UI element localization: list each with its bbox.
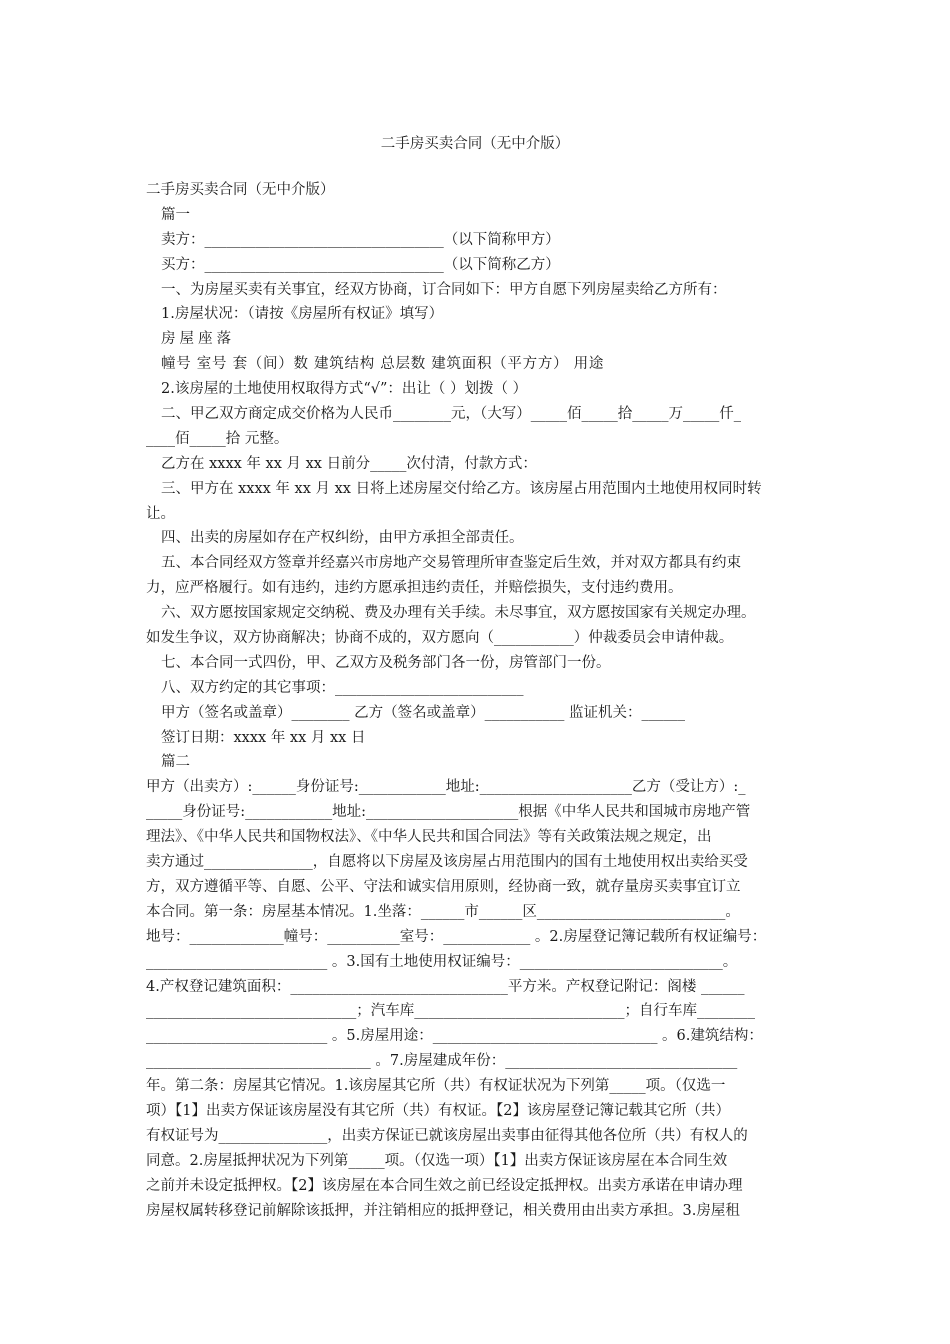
body-line: 让。 bbox=[146, 505, 175, 522]
body-line: 六、双方愿按国家规定交纳税、费及办理有关手续。未尽事宜，双方愿按国家有关规定办理。 bbox=[161, 605, 756, 622]
body-line: 乙方在 xxxx 年 xx 月 xx 日前分_____次付清，付款方式： bbox=[161, 455, 537, 472]
body-line: 七、本合同一式四份，甲、乙双方及税务部门各一份，房管部门一份。 bbox=[161, 654, 611, 671]
body-line: 二、甲乙双方商定成交价格为人民币________元，（大写）_____佰_____拾_____万_____仟_ bbox=[161, 406, 741, 423]
body-line: 八、双方约定的其它事项：__________________________ bbox=[161, 679, 524, 696]
document-title: 二手房买卖合同（无中介版） bbox=[380, 136, 570, 152]
body-line: 篇一 bbox=[161, 206, 190, 223]
body-line: 方，双方遵循平等、自愿、公平、守法和诚实信用原则，经协商一致，就存量房买卖事宜订立 bbox=[146, 878, 741, 895]
body-line: _____________________________；汽车库_____________________________；自行车库________ bbox=[146, 1003, 755, 1020]
body-line: 年。第二条：房屋其它情况。1.该房屋其它所（共）有权证状况为下列第_____项。（仅选一 bbox=[146, 1078, 726, 1095]
body-line: 1.房屋状况：（请按《房屋所有权证》填写） bbox=[161, 306, 444, 323]
body-line: _________________________ 。3.国有土地使用权证编号：____________________________。 bbox=[146, 953, 738, 970]
body-line: 幢号 室号 套（间）数 建筑结构 总层数 建筑面积（平方方） 用途 bbox=[161, 356, 605, 373]
body-line: _______________________________ 。7.房屋建成年份：________________________________ bbox=[146, 1053, 738, 1070]
body-line: 房屋座落 bbox=[161, 331, 236, 348]
document-body bbox=[146, 178, 808, 1223]
body-line: 买方：_________________________________（以下简称乙方） bbox=[161, 256, 560, 273]
body-line: 2.该房屋的土地使用权取得方式“√”：出让（ ）划拨（ ） bbox=[161, 381, 528, 398]
body-line: 本合同。第一条：房屋基本情况。1.坐落：______市______区__________________________。 bbox=[146, 903, 740, 920]
body-line: 签订日期：xxxx 年 xx 月 xx 日 bbox=[161, 729, 366, 746]
body-line: 卖方通过_______________，自愿将以下房屋及该房屋占用范围内的国有土地使用权出卖给买受 bbox=[146, 854, 748, 871]
body-line: 项）【1】出卖方保证该房屋没有其它所（共）有权证。【2】该房屋登记簿记载其它所（共） bbox=[146, 1102, 730, 1119]
body-line: 四、出卖的房屋如存在产权纠纷，由甲方承担全部责任。 bbox=[161, 530, 524, 547]
body-line: 地号：_____________幢号：__________室号：____________ 。2.房屋登记簿记载所有权证编号： bbox=[146, 928, 767, 945]
body-line: 如发生争议，双方协商解决；协商不成的，双方愿向（___________）仲裁委员会申请仲裁。 bbox=[146, 630, 734, 647]
body-line: 理法》、《中华人民共和国物权法》、《中华人民共和国合同法》等有关政策法规之规定，出 bbox=[146, 829, 712, 846]
body-line: 4.产权登记建筑面积：______________________________平方米。产权登记附记：阁楼 ______ bbox=[146, 978, 745, 995]
body-line: _________________________ 。5.房屋用途：_______________________________ 。6.建筑结构： bbox=[146, 1028, 763, 1045]
body-line: 三、甲方在 xxxx 年 xx 月 xx 日将上述房屋交付给乙方。该房屋占用范围内土地使用权同时转 bbox=[161, 480, 762, 497]
body-line: 一、为房屋买卖有关事宜，经双方协商，订合同如下：甲方自愿下列房屋卖给乙方所有： bbox=[161, 281, 727, 298]
body-line: 五、本合同经双方签章并经嘉兴市房地产交易管理所审查鉴定后生效，并对双方都具有约束 bbox=[161, 555, 741, 572]
body-line: 甲方（签名或盖章）________ 乙方（签名或盖章）___________ 监证机关：______ bbox=[161, 704, 685, 721]
body-line: 房屋权属转移登记前解除该抵押，并注销相应的抵押登记，相关费用由出卖方承担。3.房屋租 bbox=[146, 1202, 740, 1219]
body-line: 甲方（出卖方）:______身份证号:____________地址:_____________________乙方（受让方）:_ bbox=[146, 779, 746, 796]
body-line: _____身份证号:____________地址:_____________________根据《中华人民共和国城市房地产管 bbox=[146, 804, 751, 821]
body-line: 有权证号为_______________，出卖方保证已就该房屋出卖事由征得其他各位所（共）有权人的 bbox=[146, 1127, 748, 1144]
body-line: 卖方：_________________________________（以下简称甲方） bbox=[161, 231, 560, 248]
body-line: 篇二 bbox=[161, 754, 190, 771]
body-line: 同意。2.房屋抵押状况为下列第_____项。（仅选一项）【1】出卖方保证该房屋在本合同生效 bbox=[146, 1152, 728, 1169]
body-line: 二手房买卖合同（无中介版） bbox=[146, 182, 335, 198]
body-line: 力，应严格履行。如有违约，违约方愿承担违约责任，并赔偿损失，支付违约费用。 bbox=[146, 580, 683, 597]
body-line: ____佰_____拾 元整。 bbox=[146, 430, 289, 447]
body-line: 之前并未设定抵押权。【2】该房屋在本合同生效之前已经设定抵押权。出卖方承诺在申请办理 bbox=[146, 1177, 743, 1194]
